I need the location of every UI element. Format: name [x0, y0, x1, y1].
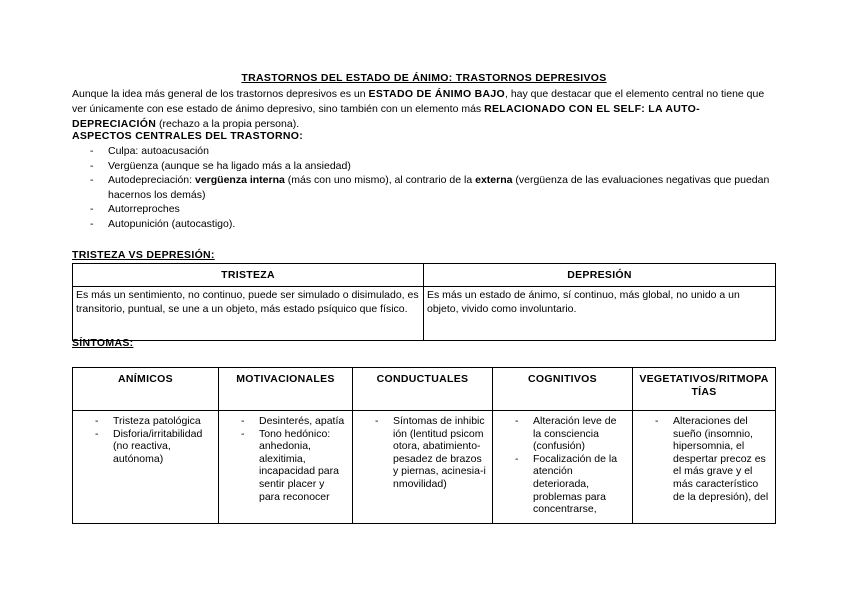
header-conductuales: CONDUCTUALES: [353, 368, 493, 411]
list-item: [73, 428, 218, 466]
bullet-dash: -: [515, 452, 519, 465]
list-item-text: Desinterés, apatía: [259, 415, 345, 427]
list-item-text: Autorreproches: [108, 203, 180, 216]
bullet-dash: -: [95, 415, 99, 427]
list-item: [72, 173, 777, 202]
bullet-dash: -: [90, 217, 94, 230]
table-header-row: [73, 264, 776, 287]
cell-motivacionales: [219, 411, 353, 524]
symptom-list: [219, 415, 352, 503]
table-header-row: [73, 368, 776, 411]
cell-conductuales: [353, 411, 493, 524]
sintomas-heading: SÍNTOMAS:: [72, 337, 134, 349]
table-row: [73, 287, 776, 341]
list-item: [72, 217, 777, 232]
intro-bold-text: ESTADO DE ÁNIMO BAJO: [368, 88, 505, 100]
list-item-text: Disforia/irritabilidad (no reactiva, autónoma): [113, 427, 203, 465]
header-cognitivos: COGNITIVOS: [493, 368, 633, 411]
table-row: [73, 411, 776, 524]
bullet-dash: -: [90, 203, 94, 216]
list-item-text: Tristeza patológica: [113, 415, 201, 427]
bullet-dash: -: [241, 427, 245, 440]
aspects-list: [72, 144, 777, 232]
symptom-list: [493, 415, 632, 516]
symptom-list: [633, 415, 775, 503]
cell-animicos: [73, 411, 219, 524]
list-item-bold: externa: [475, 174, 513, 187]
cell-vegetativos: [633, 411, 776, 524]
bullet-dash: -: [95, 427, 99, 440]
bullet-dash: -: [515, 415, 519, 427]
header-vegetativos: VEGETATIVOS/RITMOPATÍAS: [633, 368, 776, 411]
intro-bold-text: RELACIONADO CON EL SELF: LA AUTO-DEPRECIACIÓN: [72, 103, 700, 130]
list-item-text: Tono hedónico: anhedonia, alexitimia, incapacidad para sentir placer y para reconocer: [259, 427, 339, 503]
bullet-dash: -: [90, 174, 94, 187]
list-item-text: Síntomas de inhibición (lentitud psicomotora, abatimiento-pesadez de brazos y piernas, acinesia-inmovilidad): [393, 415, 486, 490]
document-title: TRASTORNOS DEL ESTADO DE ÁNIMO: TRASTORNOS DEPRESIVOS: [241, 72, 607, 84]
list-item-text: Autopunición (autocastigo).: [108, 217, 236, 230]
list-item-text: Alteración leve de la consciencia (confusión): [533, 415, 617, 453]
aspects-heading: ASPECTOS CENTRALES DEL TRASTORNO:: [72, 130, 304, 142]
bullet-dash: -: [241, 415, 245, 427]
bullet-dash: -: [90, 145, 94, 157]
list-item-text: Vergüenza (aunque se ha ligado más a la ansiedad): [108, 159, 351, 172]
intro-text: (rechazo a la propia persona).: [156, 118, 300, 130]
list-item-text: (más con uno mismo), al contrario de la: [284, 174, 476, 187]
list-item: [73, 415, 218, 428]
list-item: [493, 415, 632, 453]
list-item: [219, 415, 352, 428]
tristeza-heading: TRISTEZA VS DEPRESIÓN:: [72, 249, 215, 261]
bullet-dash: -: [655, 415, 659, 427]
list-item: [353, 415, 492, 491]
bullet-dash: -: [375, 415, 379, 427]
list-item-text: Culpa: autoacusación: [108, 145, 209, 157]
cell-depresion: Es más un estado de ánimo, sí continuo, más global, no unido a un objeto, vivido como involuntario.: [424, 287, 776, 341]
header-animicos: ANÍMICOS: [73, 368, 219, 411]
intro-text: Aunque la idea más general de los trastornos depresivos es un: [72, 88, 369, 100]
symptom-list: [73, 415, 218, 465]
list-item: [633, 415, 775, 503]
list-item-text: Alteraciones del sueño (insomnio, hipersomnia, el despertar precoz es el más grave y el más característico de la depresión), del: [673, 415, 769, 503]
cell-cognitivos: [493, 411, 633, 524]
list-item: [72, 159, 777, 174]
header-depresion: DEPRESIÓN: [424, 264, 776, 287]
header-tristeza: TRISTEZA: [73, 264, 424, 287]
bullet-dash: -: [90, 159, 94, 172]
list-item-bold: vergüenza interna: [194, 174, 285, 187]
intro-paragraph: [72, 87, 777, 132]
list-item-text: Focalización de la atención deteriorada, problemas para concentrarse,: [533, 452, 618, 516]
cell-tristeza: Es más un sentimiento, no continuo, puede ser simulado o disimulado, es transitorio, puntual, se une a un objeto, más estado psíquico que físico.: [73, 287, 424, 341]
symptoms-table: [72, 367, 776, 524]
symptom-list: [353, 415, 492, 491]
list-item: [493, 453, 632, 516]
comparison-table: [72, 263, 776, 341]
list-item: [72, 202, 777, 217]
list-item-text: Autodepreciación:: [108, 174, 195, 187]
header-motivacionales: MOTIVACIONALES: [219, 368, 353, 411]
list-item-text: (vergüenza de las evaluaciones negativas que puedan hacernos los demás): [108, 174, 770, 201]
intro-text: , hay que destacar que el elemento central no tiene que ver únicamente con ese estado de ánimo depresivo, sino también con un elemento más: [72, 88, 765, 115]
list-item: [72, 144, 777, 159]
list-item: [219, 428, 352, 504]
